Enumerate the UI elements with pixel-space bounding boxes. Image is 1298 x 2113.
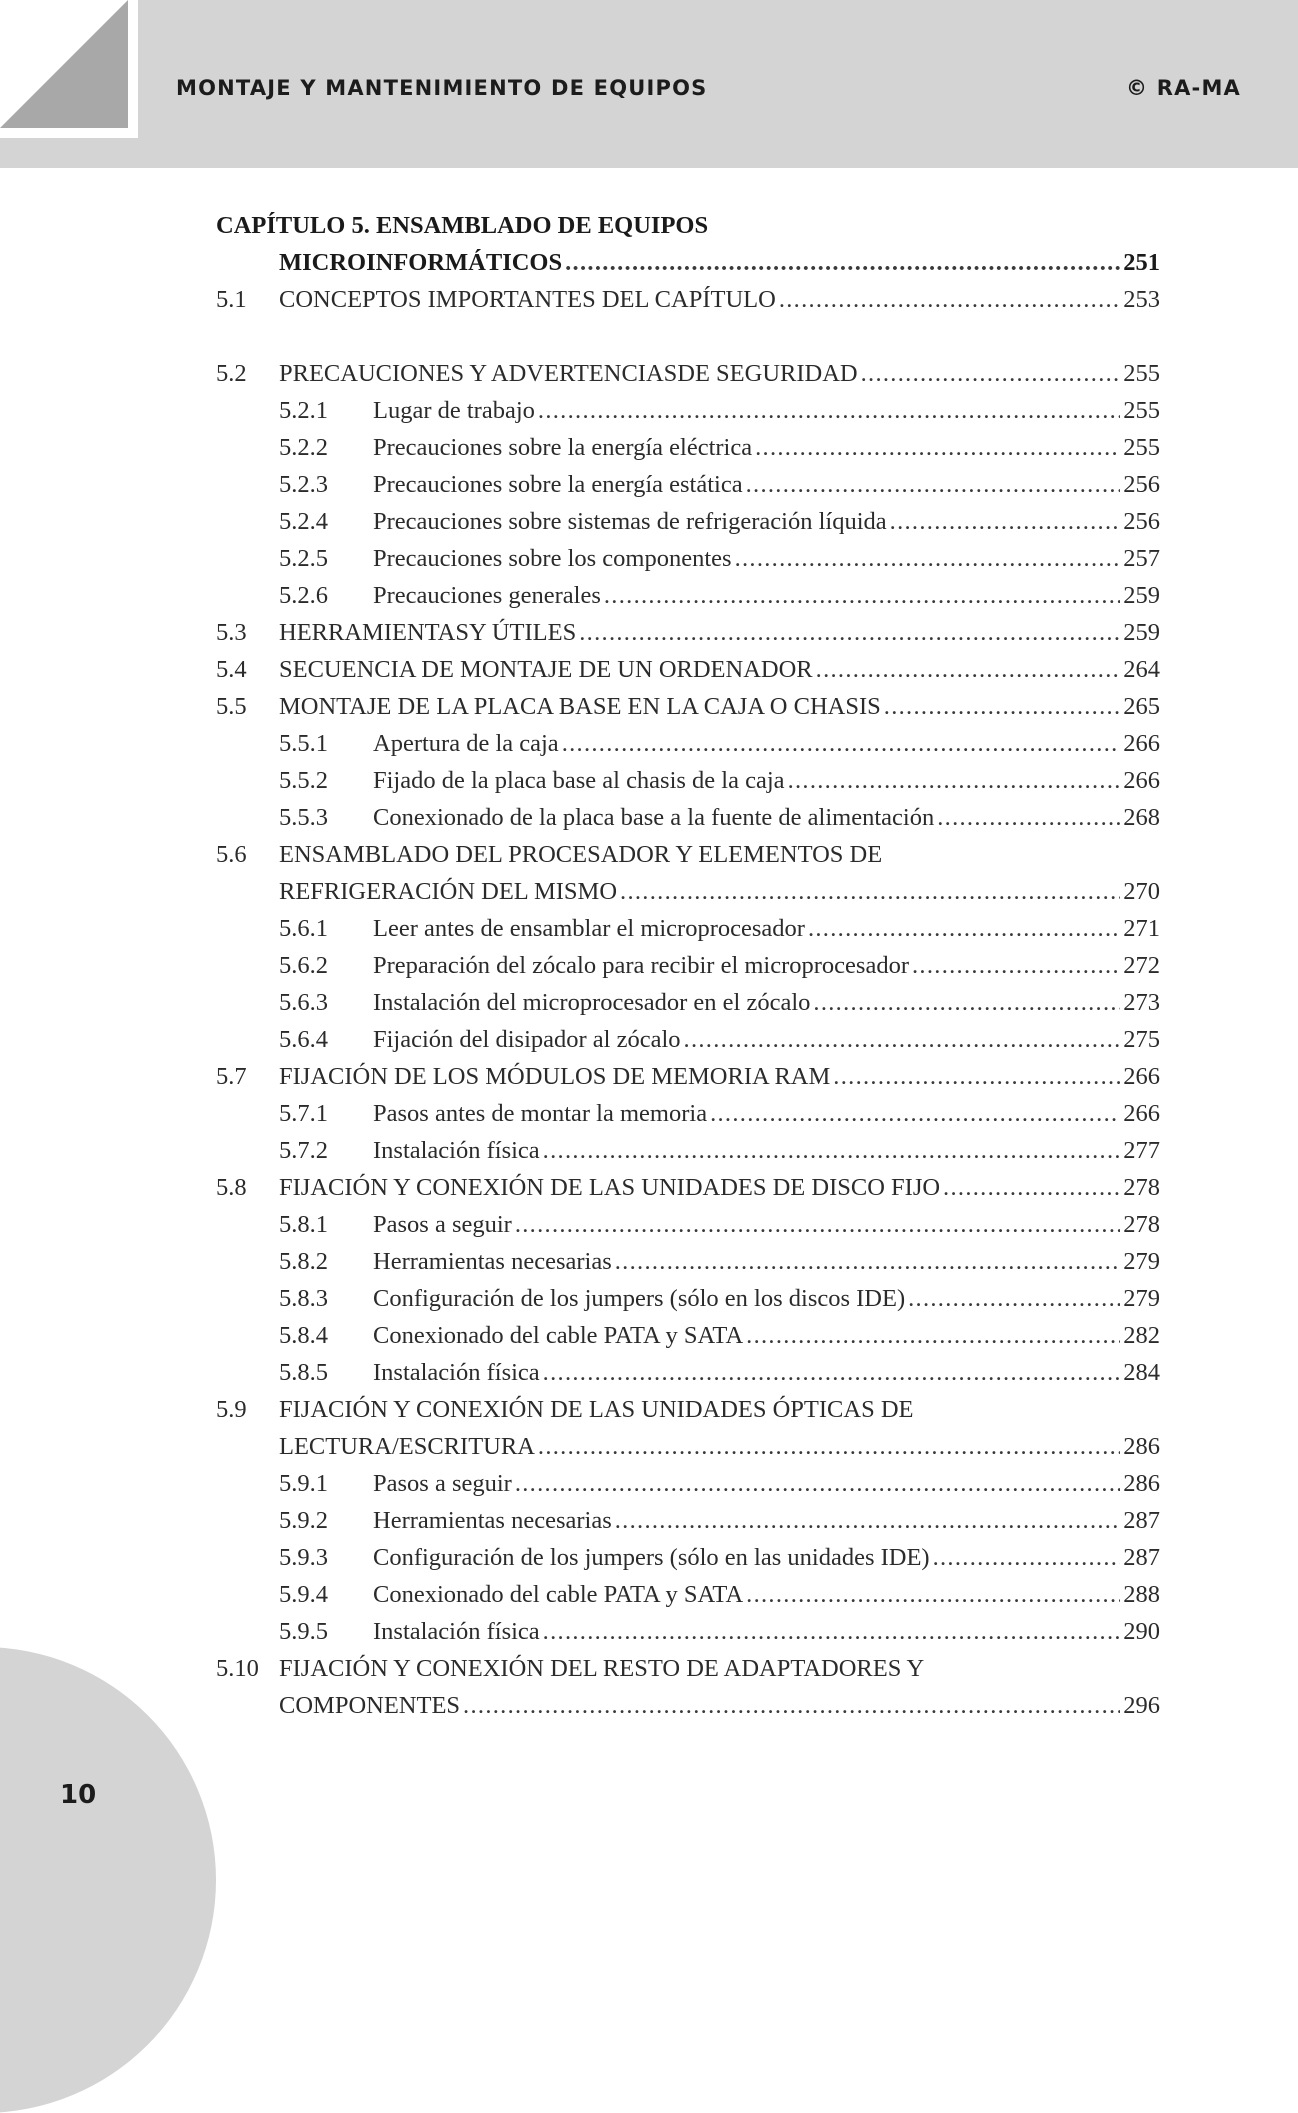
toc-entry-title: Pasos a seguir — [373, 1211, 512, 1238]
toc-page-number: 266 — [1123, 1100, 1160, 1127]
toc-section-number: 5.2.5 — [279, 545, 328, 572]
dot-leader — [735, 540, 1121, 577]
toc-page-number: 278 — [1123, 1211, 1160, 1238]
toc-entry-5-5-2[interactable] — [216, 762, 1160, 799]
dot-leader — [755, 429, 1120, 466]
dot-leader — [463, 1687, 1120, 1724]
toc-entry-5-2-5[interactable] — [216, 540, 1160, 577]
toc-page-number: 265 — [1123, 693, 1160, 720]
toc-section-number: 5.2.4 — [279, 508, 328, 535]
toc-page-number: 271 — [1123, 915, 1160, 942]
toc-entry-title-line1: ENSAMBLADO DEL PROCESADOR Y ELEMENTOS DE — [279, 841, 883, 868]
dot-leader — [833, 1058, 1120, 1095]
toc-page-number: 257 — [1123, 545, 1160, 572]
running-header-title: MONTAJE Y MANTENIMIENTO DE EQUIPOS — [176, 76, 708, 100]
dot-leader — [562, 725, 1121, 762]
toc-entry-title: MONTAJE DE LA PLACA BASE EN LA CAJA O CHASIS — [279, 693, 881, 720]
toc-page-number: 268 — [1123, 804, 1160, 831]
toc-entry-title: Instalación física — [373, 1137, 540, 1164]
toc-section-number: 5.2.6 — [279, 582, 328, 609]
toc-entry-title: FIJACIÓN Y CONEXIÓN DE LAS UNIDADES DE DISCO FIJO — [279, 1174, 941, 1201]
dot-leader — [543, 1354, 1121, 1391]
dot-leader — [816, 651, 1121, 688]
toc-entry-title: Precauciones generales — [373, 582, 601, 609]
toc-entry-5-9[interactable] — [216, 1391, 1160, 1428]
toc-entry-title: Apertura de la caja — [373, 730, 559, 757]
toc-page-number: 266 — [1123, 1063, 1160, 1090]
toc-section-number: 5.6.2 — [279, 952, 328, 979]
toc-entry-title: Pasos antes de montar la memoria — [373, 1100, 708, 1127]
table-of-contents — [216, 207, 1160, 1724]
toc-page-number: 270 — [1123, 878, 1160, 905]
toc-entry-5-5-3[interactable] — [216, 799, 1160, 836]
toc-entry-title-line1: FIJACIÓN Y CONEXIÓN DEL RESTO DE ADAPTADORES Y — [279, 1655, 925, 1682]
toc-entry-5-9-4[interactable] — [216, 1576, 1160, 1613]
toc-entry-title: Herramientas necesarias — [373, 1507, 612, 1534]
toc-section-number: 5.2.3 — [279, 471, 328, 498]
toc-entry-5-6-4[interactable] — [216, 1021, 1160, 1058]
toc-entry-title: Herramientas necesarias — [373, 1248, 612, 1275]
toc-entry-5-7-1[interactable] — [216, 1095, 1160, 1132]
toc-section-number: 5.9.1 — [279, 1470, 328, 1497]
toc-section-number: 5.2.2 — [279, 434, 328, 461]
dot-leader — [579, 614, 1120, 651]
toc-entry-5-1[interactable] — [216, 281, 1160, 318]
toc-entry-5-6-3[interactable] — [216, 984, 1160, 1021]
toc-section-number: 5.9.5 — [279, 1618, 328, 1645]
toc-page-number: 264 — [1123, 656, 1160, 683]
dot-leader — [908, 1280, 1120, 1317]
dot-leader — [543, 1613, 1121, 1650]
toc-chapter-title-line1: CAPÍTULO 5. ENSAMBLADO DE EQUIPOS — [216, 212, 709, 239]
toc-section-number: 5.6.3 — [279, 989, 328, 1016]
toc-entry-title: SECUENCIA DE MONTAJE DE UN ORDENADOR — [279, 656, 813, 683]
toc-entry-5-5[interactable] — [216, 688, 1160, 725]
toc-entry-5-9-1[interactable] — [216, 1465, 1160, 1502]
toc-chapter-title-line2: MICROINFORMÁTICOS — [279, 249, 563, 276]
dot-leader — [746, 1576, 1120, 1613]
dot-leader — [710, 1095, 1120, 1132]
toc-entry-title: Lugar de trabajo — [373, 397, 535, 424]
toc-page-number: 287 — [1123, 1507, 1160, 1534]
toc-section-number: 5.5.2 — [279, 767, 328, 794]
dot-leader — [538, 1428, 1120, 1465]
toc-section-number: 5.6.1 — [279, 915, 328, 942]
toc-page-number: 279 — [1123, 1285, 1160, 1312]
toc-entry-title: Instalación del microprocesador en el zócalo — [373, 989, 811, 1016]
toc-entry-5-2[interactable] — [216, 355, 1160, 392]
dot-leader — [912, 947, 1120, 984]
toc-section-number: 5.7 — [216, 1063, 247, 1090]
toc-entry-5-2-6[interactable] — [216, 577, 1160, 614]
toc-entry-5-2-2[interactable] — [216, 429, 1160, 466]
dot-leader — [746, 466, 1121, 503]
toc-entry-title: Conexionado de la placa base a la fuente de alimentación — [373, 804, 935, 831]
toc-section-number: 5.9 — [216, 1396, 247, 1423]
dot-leader — [515, 1465, 1120, 1502]
toc-page-number: 251 — [1123, 249, 1160, 276]
toc-entry-5-2-4[interactable] — [216, 503, 1160, 540]
toc-section-number: 5.1 — [216, 286, 247, 313]
dot-leader — [620, 873, 1120, 910]
dot-leader — [937, 799, 1120, 836]
toc-section-number: 5.6 — [216, 841, 247, 868]
toc-page-number: 273 — [1123, 989, 1160, 1016]
dot-leader — [684, 1021, 1121, 1058]
toc-entry-title: Precauciones sobre la energía eléctrica — [373, 434, 753, 461]
dot-leader — [615, 1243, 1121, 1280]
toc-entry-5-8[interactable] — [216, 1169, 1160, 1206]
toc-entry-title: Precauciones sobre la energía estática — [373, 471, 743, 498]
toc-page-number: 279 — [1123, 1248, 1160, 1275]
toc-entry-5-10-continued[interactable] — [216, 1687, 1160, 1724]
toc-page-number: 275 — [1123, 1026, 1160, 1053]
toc-section-number: 5.8.5 — [279, 1359, 328, 1386]
toc-page-number: 255 — [1123, 360, 1160, 387]
dot-leader — [808, 910, 1120, 947]
toc-page-number: 255 — [1123, 434, 1160, 461]
toc-entry-5-6-1[interactable] — [216, 910, 1160, 947]
toc-page-number: 256 — [1123, 508, 1160, 535]
toc-page-number: 287 — [1123, 1544, 1160, 1571]
toc-page-number: 290 — [1123, 1618, 1160, 1645]
dot-leader — [943, 1169, 1120, 1206]
toc-chapter-heading[interactable] — [216, 207, 1160, 244]
toc-entry-title: Instalación física — [373, 1618, 540, 1645]
dot-leader — [861, 355, 1121, 392]
toc-entry-title: FIJACIÓN DE LOS MÓDULOS DE MEMORIA RAM — [279, 1063, 831, 1090]
toc-entry-5-9-3[interactable] — [216, 1539, 1160, 1576]
footer-circle-decoration — [0, 1647, 216, 2113]
toc-section-number: 5.8 — [216, 1174, 247, 1201]
toc-section-number: 5.2 — [216, 360, 247, 387]
toc-page-number: 256 — [1123, 471, 1160, 498]
toc-chapter-heading-continued[interactable] — [216, 244, 1160, 281]
toc-section-number: 5.8.1 — [279, 1211, 328, 1238]
toc-section-number: 5.7.2 — [279, 1137, 328, 1164]
toc-section-number: 5.8.2 — [279, 1248, 328, 1275]
toc-entry-5-7[interactable] — [216, 1058, 1160, 1095]
toc-entry-title: Fijación del disipador al zócalo — [373, 1026, 681, 1053]
toc-section-number: 5.4 — [216, 656, 247, 683]
toc-page-number: 278 — [1123, 1174, 1160, 1201]
toc-entry-title: Conexionado del cable PATA y SATA — [373, 1322, 744, 1349]
toc-page-number: 284 — [1123, 1359, 1160, 1386]
toc-entry-5-10[interactable] — [216, 1650, 1160, 1687]
toc-section-number: 5.9.3 — [279, 1544, 328, 1571]
dot-leader — [788, 762, 1121, 799]
toc-page-number: 277 — [1123, 1137, 1160, 1164]
running-header-publisher: © RA-MA — [1126, 76, 1241, 100]
toc-entry-5-9-5[interactable] — [216, 1613, 1160, 1650]
toc-entry-5-6-2[interactable] — [216, 947, 1160, 984]
toc-entry-5-3[interactable] — [216, 614, 1160, 651]
toc-page-number: 259 — [1123, 582, 1160, 609]
toc-page-number: 259 — [1123, 619, 1160, 646]
dot-leader — [604, 577, 1120, 614]
toc-entry-5-8-4[interactable] — [216, 1317, 1160, 1354]
toc-section-number: 5.7.1 — [279, 1100, 328, 1127]
toc-entry-5-8-5[interactable] — [216, 1354, 1160, 1391]
toc-entry-title: Preparación del zócalo para recibir el microprocesador — [373, 952, 909, 979]
toc-entry-title: Leer antes de ensamblar el microprocesador — [373, 915, 805, 942]
toc-section-number: 5.8.4 — [279, 1322, 328, 1349]
toc-entry-title: Configuración de los jumpers (sólo en las unidades IDE) — [373, 1544, 930, 1571]
toc-entry-title: Instalación física — [373, 1359, 540, 1386]
toc-section-number: 5.9.4 — [279, 1581, 328, 1608]
toc-section-number: 5.5 — [216, 693, 247, 720]
dot-leader — [933, 1539, 1121, 1576]
toc-entry-title-line2: COMPONENTES — [279, 1692, 461, 1719]
toc-entry-5-9-2[interactable] — [216, 1502, 1160, 1539]
toc-entry-5-7-2[interactable] — [216, 1132, 1160, 1169]
toc-entry-5-6[interactable] — [216, 836, 1160, 873]
toc-page-number: 286 — [1123, 1433, 1160, 1460]
toc-page-number: 266 — [1123, 767, 1160, 794]
page-number: 10 — [60, 1780, 97, 1810]
toc-entry-title: PRECAUCIONES Y ADVERTENCIASDE SEGURIDAD — [279, 360, 858, 387]
toc-page-number: 282 — [1123, 1322, 1160, 1349]
toc-section-number: 5.5.3 — [279, 804, 328, 831]
dot-leader — [515, 1206, 1120, 1243]
toc-entry-5-2-3[interactable] — [216, 466, 1160, 503]
dot-leader — [884, 688, 1120, 725]
dot-leader — [565, 244, 1120, 281]
toc-entry-title: Precauciones sobre sistemas de refrigeración líquida — [373, 508, 887, 535]
toc-page-number: 288 — [1123, 1581, 1160, 1608]
dot-leader — [890, 503, 1121, 540]
toc-entry-title-line2: LECTURA/ESCRITURA — [279, 1433, 535, 1460]
toc-section-number: 5.8.3 — [279, 1285, 328, 1312]
dot-leader — [615, 1502, 1121, 1539]
toc-spacer — [216, 318, 1160, 355]
toc-entry-title: Conexionado del cable PATA y SATA — [373, 1581, 744, 1608]
page-corner-fold — [0, 0, 138, 138]
toc-entry-title: Configuración de los jumpers (sólo en los discos IDE) — [373, 1285, 906, 1312]
dot-leader — [746, 1317, 1120, 1354]
toc-page-number: 253 — [1123, 286, 1160, 313]
toc-entry-5-8-2[interactable] — [216, 1243, 1160, 1280]
dot-leader — [543, 1132, 1121, 1169]
toc-section-number: 5.10 — [216, 1655, 259, 1682]
toc-entry-title: Pasos a seguir — [373, 1470, 512, 1497]
toc-entry-5-6-continued[interactable] — [216, 873, 1160, 910]
toc-entry-title-line1: FIJACIÓN Y CONEXIÓN DE LAS UNIDADES ÓPTICAS DE — [279, 1396, 914, 1423]
toc-entry-5-8-3[interactable] — [216, 1280, 1160, 1317]
toc-section-number: 5.9.2 — [279, 1507, 328, 1534]
toc-entry-title-line2: REFRIGERACIÓN DEL MISMO — [279, 878, 618, 905]
toc-entry-title: Precauciones sobre los componentes — [373, 545, 732, 572]
toc-entry-5-2-1[interactable] — [216, 392, 1160, 429]
toc-section-number: 5.5.1 — [279, 730, 328, 757]
toc-entry-5-4[interactable] — [216, 651, 1160, 688]
toc-entry-5-9-continued[interactable] — [216, 1428, 1160, 1465]
dot-leader — [813, 984, 1120, 1021]
toc-entry-5-8-1[interactable] — [216, 1206, 1160, 1243]
dot-leader — [538, 392, 1120, 429]
toc-page-number: 296 — [1123, 1692, 1160, 1719]
toc-entry-5-5-1[interactable] — [216, 725, 1160, 762]
toc-entry-title: CONCEPTOS IMPORTANTES DEL CAPÍTULO — [279, 286, 776, 313]
dot-leader — [779, 281, 1120, 318]
toc-page-number: 272 — [1123, 952, 1160, 979]
toc-page-number: 255 — [1123, 397, 1160, 424]
toc-entry-title: Fijado de la placa base al chasis de la caja — [373, 767, 785, 794]
toc-page-number: 286 — [1123, 1470, 1160, 1497]
toc-section-number: 5.3 — [216, 619, 247, 646]
toc-section-number: 5.2.1 — [279, 397, 328, 424]
toc-section-number: 5.6.4 — [279, 1026, 328, 1053]
toc-entry-title: HERRAMIENTASY ÚTILES — [279, 619, 577, 646]
toc-page-number: 266 — [1123, 730, 1160, 757]
